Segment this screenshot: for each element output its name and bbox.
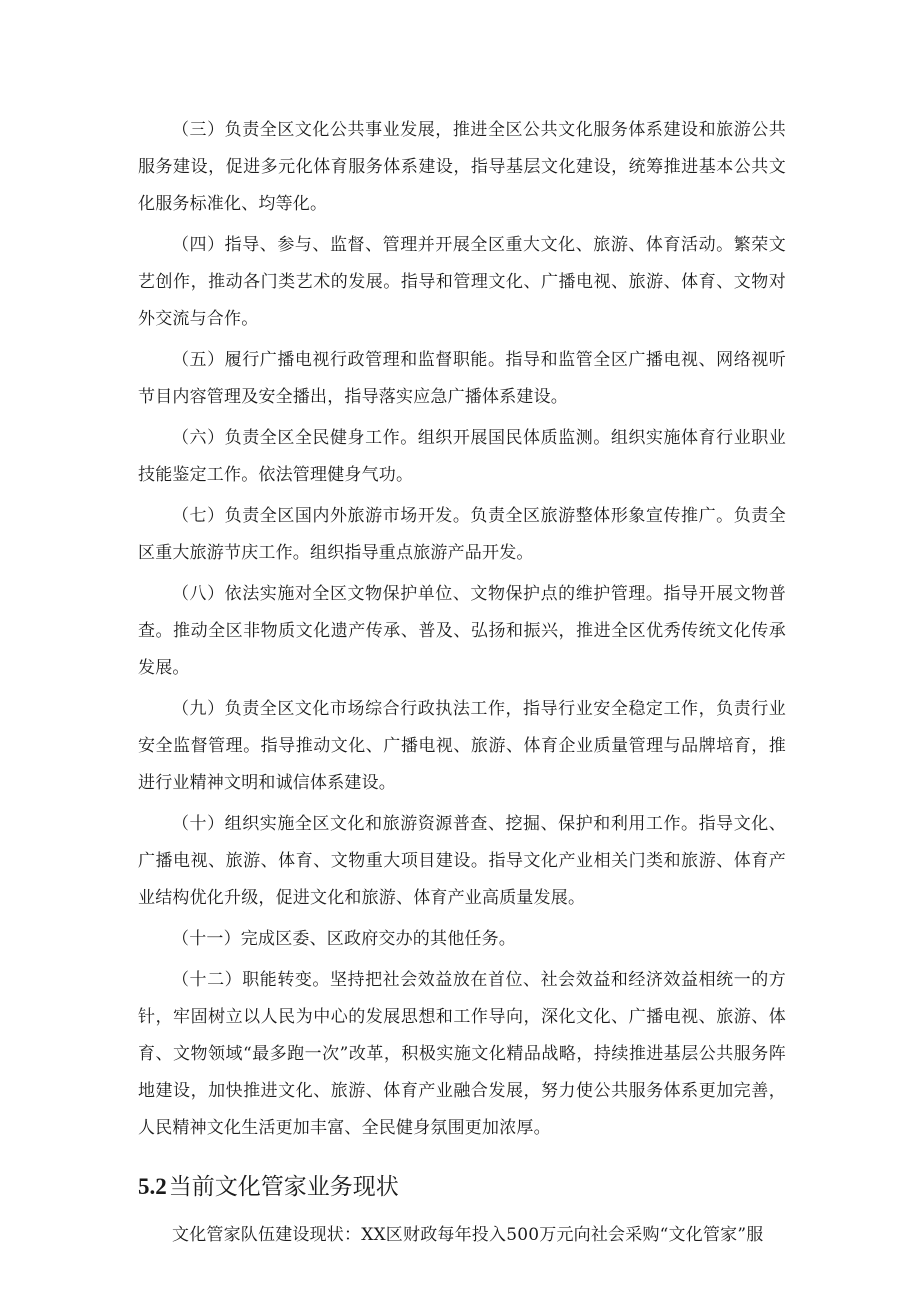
paragraph-section-intro: 文化管家队伍建设现状：XX区财政每年投入500万元向社会采购“文化管家”服 <box>172 1225 764 1245</box>
section-heading <box>138 1171 786 1203</box>
paragraph-5: （五）履行广播电视行政管理和监督职能。指导和监管全区广播电视、网络视听节目内容管理及安全播出，指导落实应急广播体系建设。 <box>138 350 786 407</box>
paragraph-12: （十二）职能转变。坚持把社会效益放在首位、社会效益和经济效益相统一的方针，牢固树立以人民为中心的发展思想和工作导向，深化文化、广播电视、旅游、体育、文物领域“最多跑一次”改革，积极实施文化精品战略，持续推进基层公共服务阵地建设，加快推进文化、旅游、体育产业融合发展，努力使公共服务体系更加完善，人民精神文化生活更加丰富、全民健身氛围更加浓厚。 <box>138 970 786 1138</box>
paragraph-8: （八）依法实施对全区文物保护单位、文物保护点的维护管理。指导开展文物普查。推动全区非物质文化遗产传承、普及、弘扬和振兴，推进全区优秀传统文化传承发展。 <box>138 584 786 678</box>
paragraph-7: （七）负责全区国内外旅游市场开发。负责全区旅游整体形象宣传推广。负责全区重大旅游节庆工作。组织指导重点旅游产品开发。 <box>138 506 786 563</box>
document-page <box>138 112 786 1258</box>
paragraph-3: （三）负责全区文化公共事业发展，推进全区公共文化服务体系建设和旅游公共服务建设，促进多元化体育服务体系建设，指导基层文化建设，统筹推进基本公共文化服务标准化、均等化。 <box>138 120 786 214</box>
paragraph-11: （十一）完成区委、区政府交办的其他任务。 <box>172 929 516 949</box>
section-number: 5.2 <box>138 1174 167 1199</box>
paragraph-10: （十）组织实施全区文化和旅游资源普查、挖掘、保护和利用工作。指导文化、广播电视、旅游、体育、文物重大项目建设。指导文化产业相关门类和旅游、体育产业结构优化升级，促进文化和旅游、体育产业高质量发展。 <box>138 814 786 908</box>
paragraph-4: （四）指导、参与、监督、管理并开展全区重大文化、旅游、体育活动。繁荣文艺创作，推动各门类艺术的发展。指导和管理文化、广播电视、旅游、体育、文物对外交流与合作。 <box>138 235 786 329</box>
paragraph-6: （六）负责全区全民健身工作。组织开展国民体质监测。组织实施体育行业职业技能鉴定工作。依法管理健身气功。 <box>138 428 786 485</box>
section-title: 当前文化管家业务现状 <box>168 1174 399 1200</box>
paragraph-9: （九）负责全区文化市场综合行政执法工作，指导行业安全稳定工作，负责行业安全监督管理。指导推动文化、广播电视、旅游、体育企业质量管理与品牌培育，推进行业精神文明和诚信体系建设。 <box>138 699 786 793</box>
